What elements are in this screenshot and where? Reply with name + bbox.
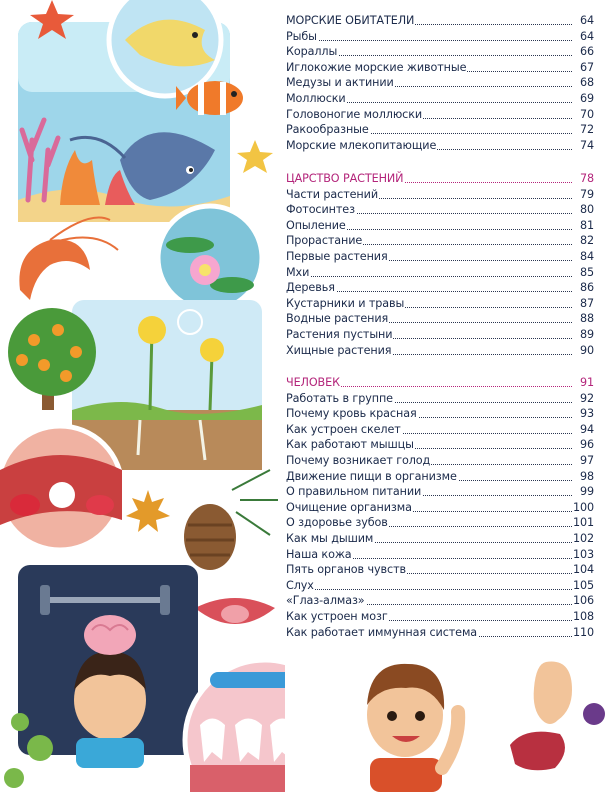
toc-entry[interactable]: Очищение организма 100 [286,500,594,514]
toc-entry[interactable]: Первые растения 84 [286,249,594,263]
toc-entry[interactable]: Опыление 81 [286,218,594,232]
blood-cells-icon [0,426,122,550]
toc-entry[interactable]: Хищные растения 90 [286,343,594,357]
toc-entry[interactable]: Медузы и актинии 68 [286,76,594,90]
toc-entry[interactable]: «Глаз-алмаз» 106 [286,594,594,608]
toc-entry[interactable]: Водные растения 88 [286,312,594,326]
toc-entry[interactable]: Работать в группе 92 [286,391,594,405]
underwater-scene [18,0,273,222]
lips-icon [195,598,275,624]
illustrations-column [0,0,285,792]
section-human [286,375,594,640]
toc-entry[interactable]: Кустарники и травы 87 [286,296,594,310]
toc-entry[interactable]: Морские млекопитающие 74 [286,138,594,152]
toc-entry[interactable]: Фотосинтез 80 [286,203,594,217]
fish-icon [109,0,221,96]
toc-entry[interactable]: Как работают мышцы 96 [286,438,594,452]
water-lily-icon [158,206,262,310]
toc-entry[interactable]: Как мы дышим 102 [286,531,594,545]
toc-entry[interactable]: Мхи 85 [286,265,594,279]
toc-entry[interactable]: Ракообразные 72 [286,123,594,137]
pine-cone-icon [184,470,278,570]
section-plant-kingdom [286,171,594,358]
toc-entry[interactable]: Почему кровь красная 93 [286,407,594,421]
table-of-contents [286,0,594,792]
toc-entry[interactable]: Наша кожа 103 [286,547,594,561]
brain-icon [84,615,136,655]
toc-entry[interactable]: Как работает иммунная система 110 [286,625,594,639]
toc-entry[interactable]: Части растений 79 [286,187,594,201]
maple-leaf-icon [126,490,170,532]
toc-entry[interactable]: Моллюски 69 [286,91,594,105]
section-heading[interactable]: ЦАРСТВО РАСТЕНИЙ 78 [286,172,594,185]
toc-entry[interactable]: О правильном питании 99 [286,485,594,499]
toc-entry[interactable]: Прорастание 82 [286,234,594,248]
section-heading[interactable]: МОРСКИЕ ОБИТАТЕЛИ 64 [286,14,594,27]
teeth-icon [185,660,285,792]
toc-entry[interactable]: Почему возникает голод 97 [286,453,594,467]
toc-entry[interactable]: О здоровье зубов 101 [286,516,594,530]
toc-entry[interactable]: Кораллы 66 [286,45,594,59]
toc-entry[interactable]: Как устроен мозг 108 [286,609,594,623]
toc-entry[interactable]: Деревья 86 [286,281,594,295]
toc-entry[interactable]: Рыбы 64 [286,29,594,43]
toc-entry[interactable]: Пять органов чувств 104 [286,563,594,577]
toc-entry[interactable]: Движение пищи в организме 98 [286,469,594,483]
toc-entry[interactable]: Слух 105 [286,578,594,592]
shrimp-icon [19,218,118,301]
toc-entry[interactable]: Растения пустыни 89 [286,327,594,341]
section-sea-life [286,13,594,153]
toc-entry[interactable]: Как устроен скелет 94 [286,422,594,436]
section-heading[interactable]: ЧЕЛОВЕК 91 [286,376,594,389]
toc-entry[interactable]: Иглокожие морские животные 67 [286,60,594,74]
toc-entry[interactable]: Головоногие моллюски 70 [286,107,594,121]
